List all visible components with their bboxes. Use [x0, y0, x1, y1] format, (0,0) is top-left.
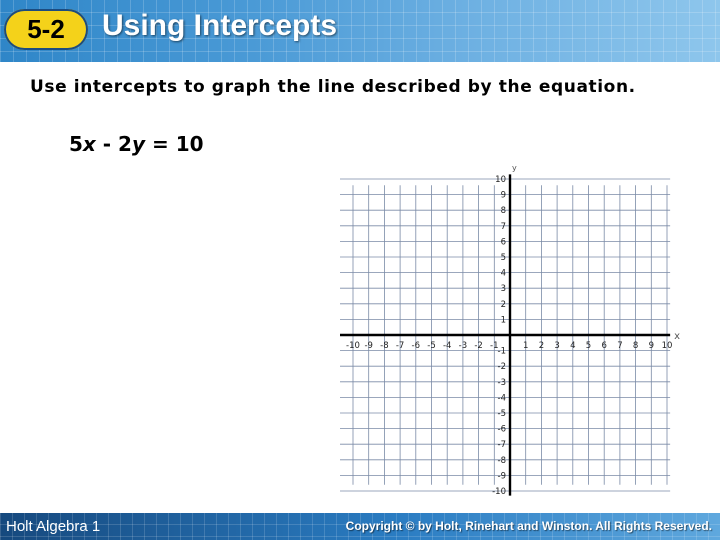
x-tick-label: 9: [648, 341, 655, 351]
y-tick-label: 9: [500, 190, 506, 201]
header-bar: [0, 0, 720, 62]
x-tick-label: -6: [411, 341, 421, 351]
y-tick-label: -9: [497, 471, 506, 482]
lesson-title: Using Intercepts: [102, 9, 338, 42]
equation: [69, 132, 204, 156]
x-tick-label: 10: [661, 341, 673, 351]
x-tick-label: 4: [570, 341, 576, 351]
x-tick-label: 3: [554, 341, 560, 351]
y-tick-label: 2: [500, 299, 506, 310]
footer-copyright: Copyright © by Holt, Rinehart and Winston. All Rights Reserved.: [345, 519, 712, 533]
y-tick-label: 1: [500, 315, 506, 326]
y-tick-label: 7: [500, 221, 506, 232]
x-tick-label: -7: [395, 341, 405, 351]
y-tick-label: 8: [500, 206, 506, 217]
x-tick-label: -3: [458, 341, 468, 351]
x-tick-label: 1: [522, 341, 529, 351]
y-tick-label: 10: [495, 175, 506, 185]
footer-bar: [0, 513, 720, 540]
x-tick-label: -1: [490, 341, 499, 351]
y-tick-label: -7: [497, 440, 506, 451]
x-tick-label: -10: [346, 341, 360, 351]
equation-var-y: y: [131, 132, 146, 156]
y-tick-label: -4: [497, 393, 506, 404]
x-tick-label: -2: [474, 341, 483, 351]
y-tick-label: 3: [500, 284, 506, 295]
footer-course-name: Holt Algebra 1: [6, 518, 101, 535]
y-tick-label: -3: [497, 377, 506, 388]
x-tick-label: 5: [585, 341, 592, 351]
equation-rhs: = 10: [145, 132, 204, 156]
lesson-number-badge: 5-2: [4, 9, 88, 50]
y-tick-label: 4: [500, 268, 506, 279]
coordinate-grid: [340, 160, 690, 500]
y-tick-label: -6: [497, 424, 506, 435]
x-tick-label: 2: [538, 341, 545, 351]
y-tick-label: -10: [492, 487, 506, 497]
x-tick-label: -8: [380, 341, 389, 351]
y-tick-label: 6: [500, 237, 506, 248]
y-tick-label: -1: [497, 346, 506, 357]
x-tick-label: -5: [427, 341, 436, 351]
equation-var-x: x: [82, 132, 96, 156]
y-tick-label: 5: [500, 253, 506, 263]
y-tick-label: -2: [497, 362, 506, 373]
x-tick-label: -4: [442, 341, 452, 351]
y-tick-label: -5: [497, 409, 506, 419]
x-tick-label: -9: [364, 341, 373, 351]
instruction-text: Use intercepts to graph the line described by the equation.: [30, 77, 636, 97]
x-tick-label: 8: [632, 341, 639, 351]
x-axis-label: x: [674, 331, 681, 342]
y-axis-label: y: [512, 163, 517, 173]
x-tick-label: 6: [601, 341, 607, 351]
x-tick-label: 7: [617, 341, 623, 351]
y-tick-label: -8: [497, 455, 506, 466]
equation-coef-y: - 2: [95, 132, 132, 156]
equation-coef-x: 5: [69, 132, 83, 156]
